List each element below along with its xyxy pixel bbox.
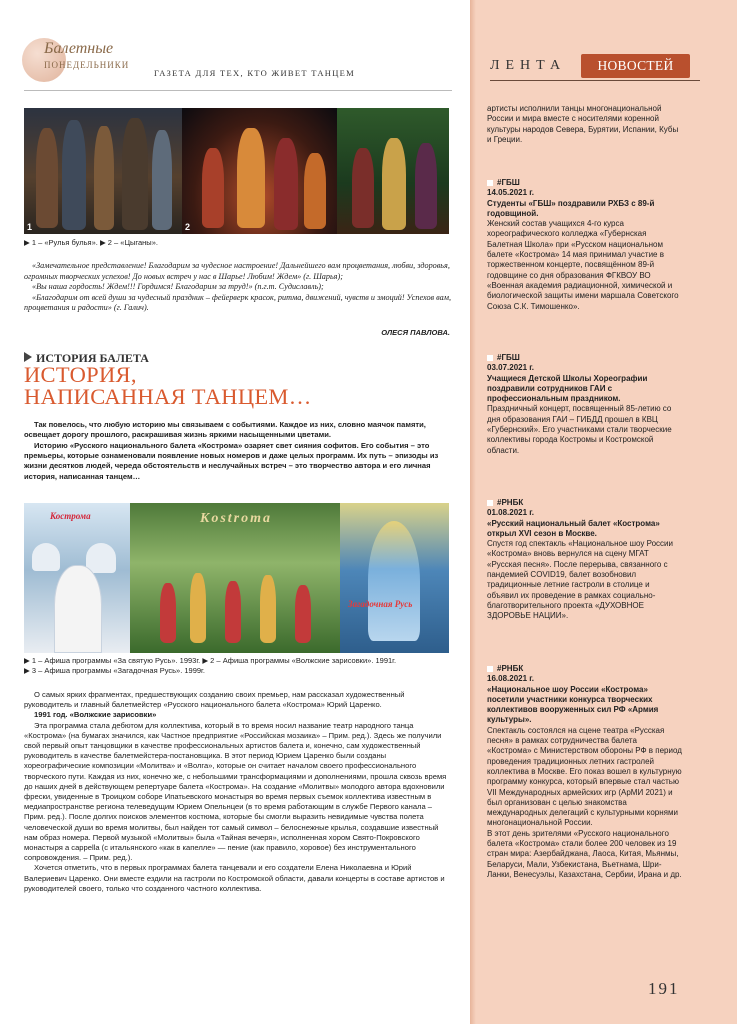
news-item (487, 664, 683, 880)
news-date: 14.05.2021 г. (487, 188, 535, 198)
headline-line1: ИСТОРИЯ, (24, 362, 137, 387)
news-text: артисты исполнили танцы многонациональной России и мира вместе с носителями коренной культуры народов Севера, Бурятии, Испании, Кубы и Греции. (487, 104, 679, 144)
lead-paragraph-2: Историю «Русского национального балета «Кострома» озаряет свет сияния софитов. Его события – это премьеры, которые ознаменовали появление новых номеров и даже целых программ. Их путь – эпизоды из жизни десятков людей, череда обстоятельств и неслучайных встреч – это творчество автора и его личная история, написанная танцем… (24, 441, 439, 481)
photo-tsygany (182, 108, 337, 234)
news-tag (487, 664, 683, 674)
posters-row (24, 503, 449, 653)
news-tag (487, 178, 683, 188)
poster-caption-1: ▶ 1 – Афиша программы «За святую Русь». 1993г. ▶ 2 – Афиша программы «Волжские зарисовки». 1991г. (24, 656, 397, 665)
news-text: Спустя год спектакль «Национальное шоу России «Кострома» вновь вернулся на сцену МГАТ «Русская песня». После перерыва, связанного с пандемией COVID19, балет возобновил традиционные летние гастроли в столице и объявил их проведение в рамках социально-благотворительного проекта «ДУХОВНОЕ ЗДОРОВЬЕ НАЦИИ». (487, 539, 673, 621)
poster-volzhskie-zarisovki (130, 503, 340, 653)
news-tag (487, 498, 683, 508)
lenta-box: НОВОСТЕЙ (581, 54, 690, 78)
quote-1: «Замечательное представление! Благодарим за чудесное настроение! Дальнейшего вам процветания, любви, здоровья, огромных творческих успехов! До новых встреч у нас в Шарье! Любим! Ждем» (г. Шарья); (24, 261, 450, 281)
photo-number-2: 2 (185, 222, 191, 232)
news-title: «Национальное шоу России «Кострома» посетили участники конкурса творческих коллективов вооруженных сил РФ «Армия культуры». (487, 684, 659, 725)
poster1-title: Кострома (50, 511, 91, 521)
news-date: 03.07.2021 г. (487, 363, 535, 373)
quote-3: «Благодарим от всей души за чудесный праздник – фейерверк красок, ритма, движений, чувств и эмоций! Успехов вам, процветания и радости» (г. Галич). (24, 292, 452, 313)
news-date: 01.08.2021 г. (487, 508, 535, 518)
photo-caption: ▶ 1 – «Рулья булья». ▶ 2 – «Цыганы». (24, 238, 158, 247)
body-paragraph-1: О самых ярких фрагментах, предшествующих созданию своих премьер, нам рассказал художественный руководитель и главный балетмейстер «Русского национального балета «Кострома» Юрий Царенко. (24, 690, 405, 710)
header-divider (24, 90, 452, 91)
news-item (487, 178, 683, 312)
news-title: «Русский национальный балет «Кострома» открыл XVI сезон в Москве. (487, 518, 660, 538)
news-tag-label: #РНБК (497, 498, 524, 507)
news-text-2: В этот день зрителями «Русского национального балета «Кострома» стали более 200 человек из 19 стран мира: Азербайджана, Лаоса, Китая, Мьянмы, Беларуси, Мали, Узбекистана, Вьетнама, Шри-Ланки, Венесуэлы, Казахстана, Сербии, Ирана и др. (487, 828, 682, 879)
news-tag-label: #РНБК (497, 664, 524, 673)
news-tag (487, 353, 683, 363)
news-date: 16.08.2021 г. (487, 674, 535, 684)
news-title: Учащиеся Детской Школы Хореографии поздравили сотрудников ГАИ с профессиональным праздником. (487, 373, 648, 404)
news-tag-label: #ГБШ (497, 178, 520, 187)
triangle-icon (24, 352, 32, 362)
logo (44, 42, 129, 72)
article-body (24, 690, 452, 894)
author: ОЛЕСЯ ПАВЛОВА. (381, 328, 450, 337)
poster2-title: Kostroma (200, 511, 273, 526)
news-title: Студенты «ГБШ» поздравили РХБЗ с 89-й годовщиной. (487, 198, 655, 218)
news-text: Женский состав учащихся 4-го курса хореографического колледжа «Губернская Балетная Школа» при «Русском национальном балете «Кострома» 14 мая принимал участие в торжественном концерте, посвящённом 89-й годовщине со дня образования ФГКВОУ ВО «Военная академия радиационной, химической и биологической защиты имени маршала Советского Союза С.К. Тимошенко». (487, 219, 679, 311)
news-item (487, 353, 683, 456)
lenta-word: ЛЕНТА (490, 58, 567, 73)
logo-line1: Балетные (44, 40, 114, 57)
square-icon (487, 355, 493, 361)
poster-za-svyatuyu-rus (24, 503, 130, 653)
poster3-title: Загадочная Русь (348, 599, 413, 609)
quote-2: «Вы наша гордость! Ждем!!! Гордимся! Благодарим за труд!» (п.г.т. Судиславль); (32, 282, 324, 292)
news-text: Праздничный концерт, посвященный 85-летию со дня образования ГАИ – ГИБДД прошел в КВЦ «Губернский». Его участниками стали творческие коллективы города Костромы и Костромской области. (487, 404, 672, 455)
rubric-label: ИСТОРИЯ БАЛЕТА (36, 351, 149, 365)
photo-number-1: 1 (27, 222, 33, 232)
news-tag-label: #ГБШ (497, 353, 520, 362)
news-feed-header (490, 52, 700, 80)
headline (24, 364, 454, 408)
body-paragraph-2: Эта программа стала дебютом для коллектива, который в то время носил название театр народного танца «Кострома» (на бумагах значился, как Частное предприятие «Российская мозаика» – Прим. ред.). Здесь же получили свой первый опыт танцовщики в качестве профессиональных артистов балета и, конечно, сам художественный руководитель в качестве балетмейстера-постановщика. В этот период Юрием Царенко были созданы хореографические композиции «Молитва» и «Волга», которые он считает началом своего профессионального творческого пути. Каждая из них, конечно же, с небольшими трансформациями и дополнениями, прошла сквозь время до наших дней в действующем репертуаре балета «Кострома». На создание «Молитвы» молодого автора вдохновили фрески, увиденные в Троицком соборе Ипатьевского монастыря во время первых съемок коллектива известным в медиапространстве региона телеведущим Юрием Опельнцеи (в то время работающим в службе Первого канала – Прим. ред.). После долгих поисков элементов костюма, которые бы смогли выразить невидимые чувства полета человеческой души во время молитвы, был найден тот самый символ – белоснежные крылья, создавшие известный нам образ номера. Первой музыкой «Молитвы» была «Тайная вечеря», исполненная хором Свято-Покровского монастыря a cappella (с итальянского «как в капелле» — пение (как правило, хоровое) без инструментального сопровождения. – Прим. ред.). (24, 720, 447, 863)
headline-line2: НАПИСАННАЯ ТАНЦЕМ… (24, 384, 312, 409)
news-item (487, 498, 683, 622)
masthead (22, 38, 462, 84)
page-number: 191 (648, 979, 680, 998)
square-icon (487, 500, 493, 506)
photo-row (24, 108, 449, 234)
news-item-continued (487, 104, 683, 145)
poster-caption-2: ▶ 3 – Афиша программы «Загадочная Русь». 1999г. (24, 666, 205, 675)
photo-forest-scene (337, 108, 449, 234)
square-icon (487, 180, 493, 186)
lenta-underline (490, 80, 700, 81)
photo-rulya-bulya (24, 108, 182, 234)
news-text: Спектакль состоялся на сцене театра «Русская песня» в рамках сотрудничества балета «Кострома» с Министерством обороны РФ в период проведения традиционных летних гастролей коллектива в Москве. Его показ вошел в культурную программу конкурса, который впервые стал частью VII Международных армейских игр (АрМИ 2021) и был организован с целью знакомства международных делегаций с культурными корнями многонациональной России. (487, 725, 682, 828)
logo-line2: ПОНЕДЕЛЬНИКИ (44, 60, 130, 70)
lead-paragraph: Так повелось, что любую историю мы связываем с событиями. Каждое из них, словно маячок памяти, освещает дорогу прошлого, раскрашивая жизнь яркими насыщенными цветами. (24, 420, 426, 440)
subheading-1991: 1991 год. «Волжские зарисовки» (34, 710, 157, 720)
tagline: ГАЗЕТА ДЛЯ ТЕХ, КТО ЖИВЕТ ТАНЦЕМ (154, 68, 356, 78)
body-paragraph-3: Хочется отметить, что в первых программах балета танцевали и его создатели Елена Николаевна и Юрий Валериевич Царенко. Они вместе ездили на гастроли по Костромской области, давали концерты в составе артистов и руководителей своего, только что созданного частного коллектива. (24, 863, 445, 893)
poster-zagadochnaya-rus (340, 503, 449, 653)
square-icon (487, 666, 493, 672)
reader-quotes (24, 261, 454, 314)
